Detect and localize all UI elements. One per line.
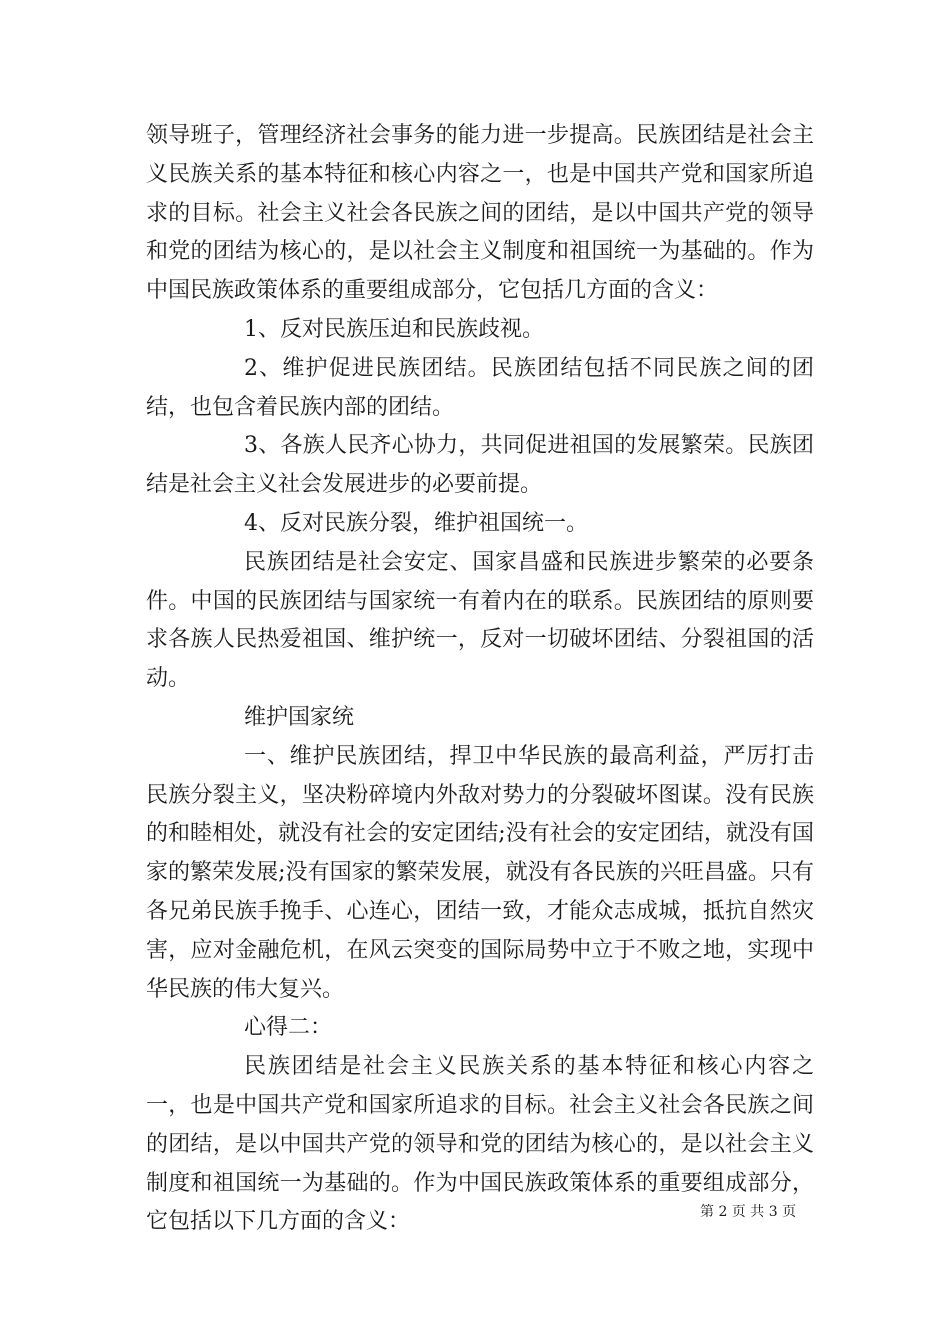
paragraph-1: 领导班子，管理经济社会事务的能力进一步提高。民族团结是社会主义民族关系的基本特征和核心内容之一，也是中国共产党和国家所追求的目标。社会主义社会各民族之间的团结，是以中国共产党的领导和党的团结为核心的，是以社会主义制度和祖国统一为基础的。作为中国民族政策体系的重要组成部分，它包括几方面的含义： bbox=[146, 123, 814, 304]
document-body bbox=[146, 117, 814, 1242]
paragraph-10: 民族团结是社会主义民族关系的基本特征和核心内容之一，也是中国共产党和国家所追求的目标。社会主义社会各民族之间的团结，是以中国共产党的领导和党的团结为核心的，是以社会主义制度和祖国统一为基础的。作为中国民族政策体系的重要组成部分，它包括以下几方面的含义： bbox=[146, 1054, 814, 1235]
paragraph-4: 3、各族人民齐心协力，共同促进祖国的发展繁荣。民族团结是社会主义社会发展进步的必要前提。 bbox=[146, 433, 814, 498]
paragraph-7: 维护国家统 bbox=[244, 704, 355, 730]
page-number-footer: 第 2 页 共 3 页 bbox=[700, 1204, 797, 1220]
paragraph-9: 心得二： bbox=[244, 1015, 333, 1041]
paragraph-6: 民族团结是社会安定、国家昌盛和民族进步繁荣的必要条件。中国的民族团结与国家统一有着内在的联系。民族团结的原则要求各族人民热爱祖国、维护统一，反对一切破坏团结、分裂祖国的活动。 bbox=[146, 549, 814, 692]
paragraph-3: 2、维护促进民族团结。民族团结包括不同民族之间的团结，也包含着民族内部的团结。 bbox=[146, 355, 814, 420]
paragraph-2: 1、反对民族压迫和民族歧视。 bbox=[244, 316, 544, 342]
paragraph-8: 一、维护民族团结，捍卫中华民族的最高利益，严厉打击民族分裂主义，坚决粉碎境内外敌对势力的分裂破坏图谋。没有民族的和睦相处，就没有社会的安定团结;没有社会的安定团结，就没有国家的繁荣发展;没有国家的繁荣发展，就没有各民族的兴旺昌盛。只有各兄弟民族手挽手、心连心，团结一致，才能众志成城，抵抗自然灾害，应对金融危机，在风云突变的国际局势中立于不败之地，实现中华民族的伟大复兴。 bbox=[146, 743, 814, 1002]
paragraph-5: 4、反对民族分裂，维护祖国统一。 bbox=[244, 510, 588, 536]
